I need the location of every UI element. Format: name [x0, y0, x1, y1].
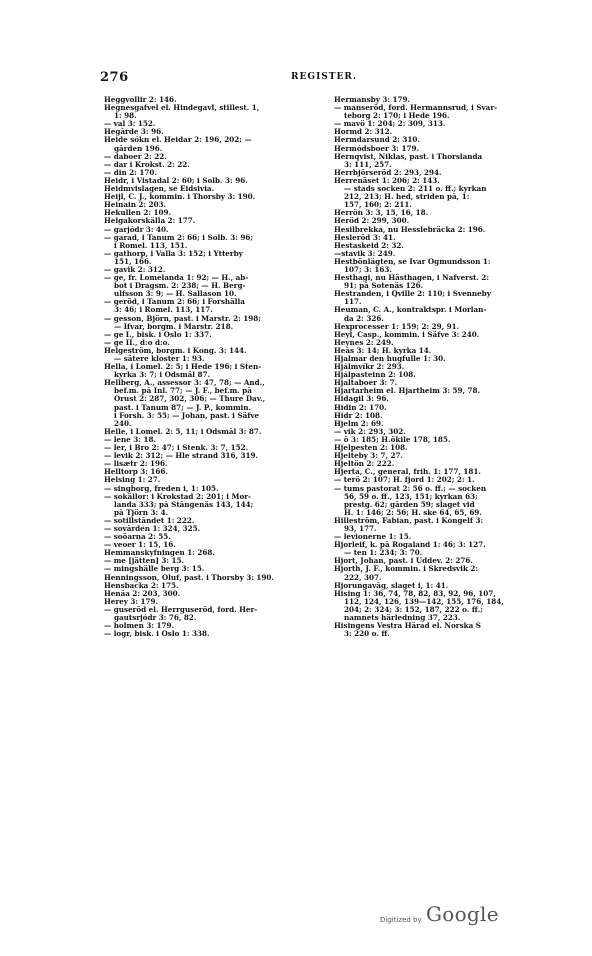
register-entry: Hekullen 2: 109. — [104, 209, 171, 218]
register-entry: Helgakorskälla 2: 177. — [104, 217, 196, 226]
register-entry: — sotillståndet 1: 222. — [104, 516, 195, 525]
register-entry: Herrbjörseröd 2: 293, 294. — [334, 168, 442, 177]
register-entry: Hexprocesser 1: 159; 2: 29, 91. — [334, 322, 460, 331]
register-entry: — vik 2: 293, 302. — [334, 427, 406, 436]
register-entry: Hjorth, J. F., kommin. i Skredsvik 2: — [334, 565, 479, 574]
right-column — [334, 96, 552, 876]
register-entry: — ge II., d:o d:o. — [104, 338, 170, 347]
register-entry: Helsing 1: 27. — [104, 476, 161, 485]
register-entry: 222, 307. — [344, 573, 382, 582]
digitized-by-label: Digitized by — [380, 916, 422, 924]
register-entry: — din 2: 170. — [104, 168, 157, 177]
register-entry: Hegårde 3: 96. — [104, 128, 164, 137]
register-entry: da 2: 326. — [344, 314, 384, 323]
register-entry: Henåa 2: 203, 300. — [104, 589, 181, 598]
register-entry: Hestbönlägten, se Ivar Ögmundsson 1: — [334, 257, 491, 266]
register-entry: — val 3: 152. — [104, 120, 156, 129]
register-entry: 212, 213; H. hed, striden på, 1: — [344, 193, 470, 202]
register-entry: Hermódsboer 3: 179. — [334, 144, 419, 153]
register-entry: Hjálmvíkr 2: 293. — [334, 363, 405, 372]
register-entry: — manseröd, ford. Hermannsrud, i Svar- — [334, 104, 498, 113]
register-entry: — levik 2: 312; — Hle strand 316, 319. — [104, 452, 259, 461]
register-entry: — ler, i Bro 2: 47; i Stenk. 3: 7, 152. — [104, 444, 249, 453]
register-entry: Hidr 2: 108. — [334, 411, 383, 420]
register-entry: — gathorp, i Valla 3: 152; i Ytterby — [104, 249, 243, 258]
register-entry: 204; 2: 324; 3: 152, 187, 222 o. ff.; — [344, 605, 483, 614]
register-entry: — ö 3: 185; H.ökile 178, 185. — [334, 435, 451, 444]
register-entry: — veoer 1: 15, 16. — [104, 541, 176, 550]
register-entry: Heggvollir 2: 146. — [104, 96, 177, 104]
register-entry: Hellberg, A., assessor 3: 47, 78; — And., — [104, 379, 265, 388]
register-entry: Hestranden, i Qville 2: 110; i Svenneby — [334, 290, 491, 299]
register-entry: på Tjörn 3: 4. — [114, 508, 169, 517]
register-entry: Heinain 2: 203. — [104, 201, 167, 210]
register-entry: Heidr, i Vistadal 2: 60; i Solb. 3: 96. — [104, 176, 248, 185]
register-entry: 1: 98. — [114, 112, 137, 121]
register-entry: Herrön 3: 3, 15, 16, 18. — [334, 209, 429, 218]
register-entry: — ge I., bisk. i Oslo 1: 337. — [104, 330, 212, 339]
register-entry: Hernqvist, Niklas, past. i Thorslanda — [334, 152, 483, 161]
register-entry: 93, 177. — [344, 524, 377, 533]
register-entry: Hermdarsund 2: 310. — [334, 136, 420, 145]
register-entry: — levionerne 1: 15. — [334, 533, 412, 542]
register-entry: — daboer 2: 22. — [104, 152, 167, 161]
register-entry: 3: 220 o. ff. — [344, 630, 390, 639]
register-entry: gautsrjódr 3: 76, 82. — [114, 614, 197, 622]
register-entry: — sätere kloster 1: 93. — [114, 355, 205, 363]
register-entry: —stavik 3: 249. — [334, 249, 396, 258]
register-entry: Hjerta, C., general, frih. 1: 177, 181. — [334, 468, 481, 477]
register-entry: Hjalmar den hugfulle 1: 30. — [334, 355, 446, 363]
register-entry: Helltorp 3: 166. — [104, 468, 168, 477]
register-entry: Hestaskeid 2: 32. — [334, 241, 404, 250]
register-entry: — mavö 1: 204; 2: 309, 313. — [334, 120, 446, 129]
register-entry: — soöarna 2: 55. — [104, 533, 171, 542]
register-entry: — Ifvar, borgm. i Marstr. 218. — [114, 322, 234, 331]
register-entry: Heås 3: 14; H. kyrka 14. — [334, 346, 432, 355]
register-entry: — gavik 2: 312. — [104, 265, 166, 274]
register-entry: 91; på Sotenäs 126. — [344, 282, 424, 291]
register-entry: — holmen 3: 179. — [104, 622, 175, 631]
register-entry: namnets härledning 37, 223. — [344, 614, 461, 622]
register-entry: ulfsson 3: 9; — H. Sallason 10. — [114, 290, 237, 299]
register-entry: Orust 2: 287, 302, 306; — Thure Dav., — [114, 395, 266, 404]
register-entry: 117. — [344, 298, 362, 307]
register-entry: — me [jätten] 3: 15. — [104, 557, 185, 566]
register-entry: Hjelpesten 2: 108. — [334, 444, 408, 453]
register-entry: gården 196. — [114, 144, 163, 153]
register-entry: — mingshälle berg 3: 15. — [104, 565, 205, 574]
register-entry: — terö 2: 107; H. fjord 1: 202; 2: 1. — [334, 476, 475, 485]
register-entry: prestg. 62; gården 59; slaget vid — [344, 500, 475, 509]
register-entry: — garjódr 3: 40. — [104, 225, 169, 234]
register-entry: Hjort, Johan, past. i Uddev. 2: 276. — [334, 557, 473, 566]
register-entry: 56, 59 o. ff., 123, 151; kyrkan 63; — [344, 492, 478, 501]
register-entry: — guseröd el. Herrguseröd, ford. Her- — [104, 605, 258, 614]
register-entry: Hjelm 2: 69. — [334, 419, 384, 428]
register-entry: Hjeltön 2: 222. — [334, 460, 395, 469]
register-entry: Hella, i Lomel. 2: 5; i Hede 196; i Sten- — [104, 363, 262, 372]
register-entry: 3: 111, 257. — [344, 160, 392, 169]
register-entry: teborg 2: 170; i Hede 196. — [344, 112, 450, 121]
register-entry: Hilleström, Fabian, past. i Kongelf 3: — [334, 516, 484, 525]
register-entry: kyrka 3: 7; i Ödsmål 87. — [114, 371, 210, 380]
register-entry: bef.m. på Inl. 77; — J. F., bef.m. på — [114, 387, 252, 396]
register-entry: Hjorungavåg, slaget i, 1: 41. — [334, 581, 449, 590]
left-column — [104, 96, 328, 876]
register-entry: Hising 1: 36, 74, 78, 82, 83, 92, 96, 107, — [334, 589, 496, 598]
register-entry: Helle, i Lomel. 2: 5, 11; i Ödsmål 3: 87. — [104, 427, 262, 436]
running-head: REGISTER. — [291, 72, 357, 82]
register-entry: Hermansby 3: 179. — [334, 96, 411, 104]
register-entry: Hjaltaboer 3: 7. — [334, 379, 398, 388]
register-entry: Hisingens Vestra Härad el. Norska S — [334, 622, 481, 631]
register-entry: Hjálpasteinn 2: 108. — [334, 371, 416, 380]
register-entry: — gesson, Björn, past. i Marstr. 2: 198; — [104, 314, 261, 323]
register-entry: — stads socken 2: 211 o. ff.; kyrkan — [344, 185, 487, 194]
register-entry: i Romel. 113, 151. — [114, 241, 188, 250]
register-entry: 240. — [114, 419, 132, 428]
register-entry: Heyl, Casp., kommin. i Säfve 3: 240. — [334, 330, 480, 339]
register-entry: Hormd 2: 312. — [334, 128, 393, 137]
register-entry: — sovården 1: 324, 325. — [104, 524, 201, 533]
register-entry: Heide sókn el. Heidar 2: 196, 202; — — [104, 136, 252, 145]
page-header — [100, 70, 548, 88]
register-entry: 157, 160; 2: 211. — [344, 201, 412, 210]
register-entry: — geröd, i Tanum 2: 66; i Forshälla — [104, 298, 245, 307]
register-entry: Herey 3: 179. — [104, 597, 159, 606]
register-entry: Hjartarheim el. Hjartheim 3: 59, 78. — [334, 387, 481, 396]
register-entry: Hjorleif, k. på Rogaland 1: 46; 3: 127. — [334, 541, 486, 550]
register-entry: Hidagil 3: 96. — [334, 395, 389, 404]
register-entry: — singborg, freden i, 1: 105. — [104, 484, 219, 493]
register-entry: Heijl, C. J., kommin. i Thorsby 3: 190. — [104, 193, 256, 202]
register-entry: 151, 166. — [114, 257, 152, 266]
register-entry: Heuman, C. A., kontraktspr. i Morlan- — [334, 306, 487, 315]
register-entry: past. i Tanum 87; — J. P., kommin. — [114, 403, 252, 412]
digitized-footer — [380, 902, 540, 932]
register-entry: — ten 1: 234; 3: 70. — [344, 549, 423, 558]
page-number: 276 — [100, 70, 129, 85]
register-entry: Hjelteby 3: 7, 27. — [334, 452, 403, 461]
register-entry: Hensbacka 2: 175. — [104, 581, 179, 590]
register-columns — [104, 96, 552, 876]
register-entry: Hesthagi, nu Hästhagen, i Nafverst. 2: — [334, 274, 489, 283]
register-entry: — sokällor: i Krokstad 2: 201; i Mor- — [104, 492, 252, 501]
register-entry: bot i Dragsm. 2: 238; — H. Berg- — [114, 282, 246, 291]
register-entry: Herrenäset 1: 206; 2: 143. — [334, 176, 440, 185]
register-entry: 107; 3: 163. — [344, 265, 392, 274]
register-entry: — lisætr 2: 196. — [104, 460, 168, 469]
register-entry: — lene 3: 18. — [104, 435, 156, 444]
register-entry: Hesleröd 3: 41. — [334, 233, 396, 242]
register-entry: Hegnesgafvel el. Hindegavl, stillest. 1, — [104, 104, 260, 113]
register-entry: Hidin 2: 170. — [334, 403, 387, 412]
register-entry: Heidmvislagen, se Eidsivia. — [104, 185, 215, 194]
register-entry: Henningsson, Oluf, past. i Thorsby 3: 190. — [104, 573, 274, 582]
register-entry: Hesilbrekka, nu Hesslebräcka 2: 196. — [334, 225, 486, 234]
register-entry: landa 333; på Stångenäs 143, 144; — [114, 500, 254, 509]
register-entry: Helgeström, borgm. i Kong. 3: 144. — [104, 346, 247, 355]
register-entry: Heynes 2: 249. — [334, 338, 394, 347]
register-entry: — ge, fr. Lomelanda 1: 92; — H., ab- — [104, 274, 249, 283]
register-entry: Hemmanskyfningen 1: 268. — [104, 549, 215, 558]
register-entry: i Forsh. 3: 55; — Johan, past. i Säfve — [114, 411, 260, 420]
register-entry: — logr, bisk. i Oslo 1: 338. — [104, 630, 210, 639]
register-entry: — garad, i Tanum 2: 66; i Solb. 3: 96; — [104, 233, 254, 242]
register-entry: — tums pastorat 2: 56 o. ff.; — socken — [334, 484, 487, 493]
register-entry: 3: 46; i Romel. 113, 117. — [114, 306, 213, 315]
google-logo: Google — [426, 902, 499, 926]
register-entry: Heröd 2: 299, 300. — [334, 217, 410, 226]
register-entry: 112, 124, 126, 139—142, 155, 176, 184, — [344, 597, 504, 606]
register-entry: — dar i Krokst. 2: 22. — [104, 160, 190, 169]
register-entry: H. 1: 146; 2: 56; H. ske 64, 65, 69. — [344, 508, 482, 517]
